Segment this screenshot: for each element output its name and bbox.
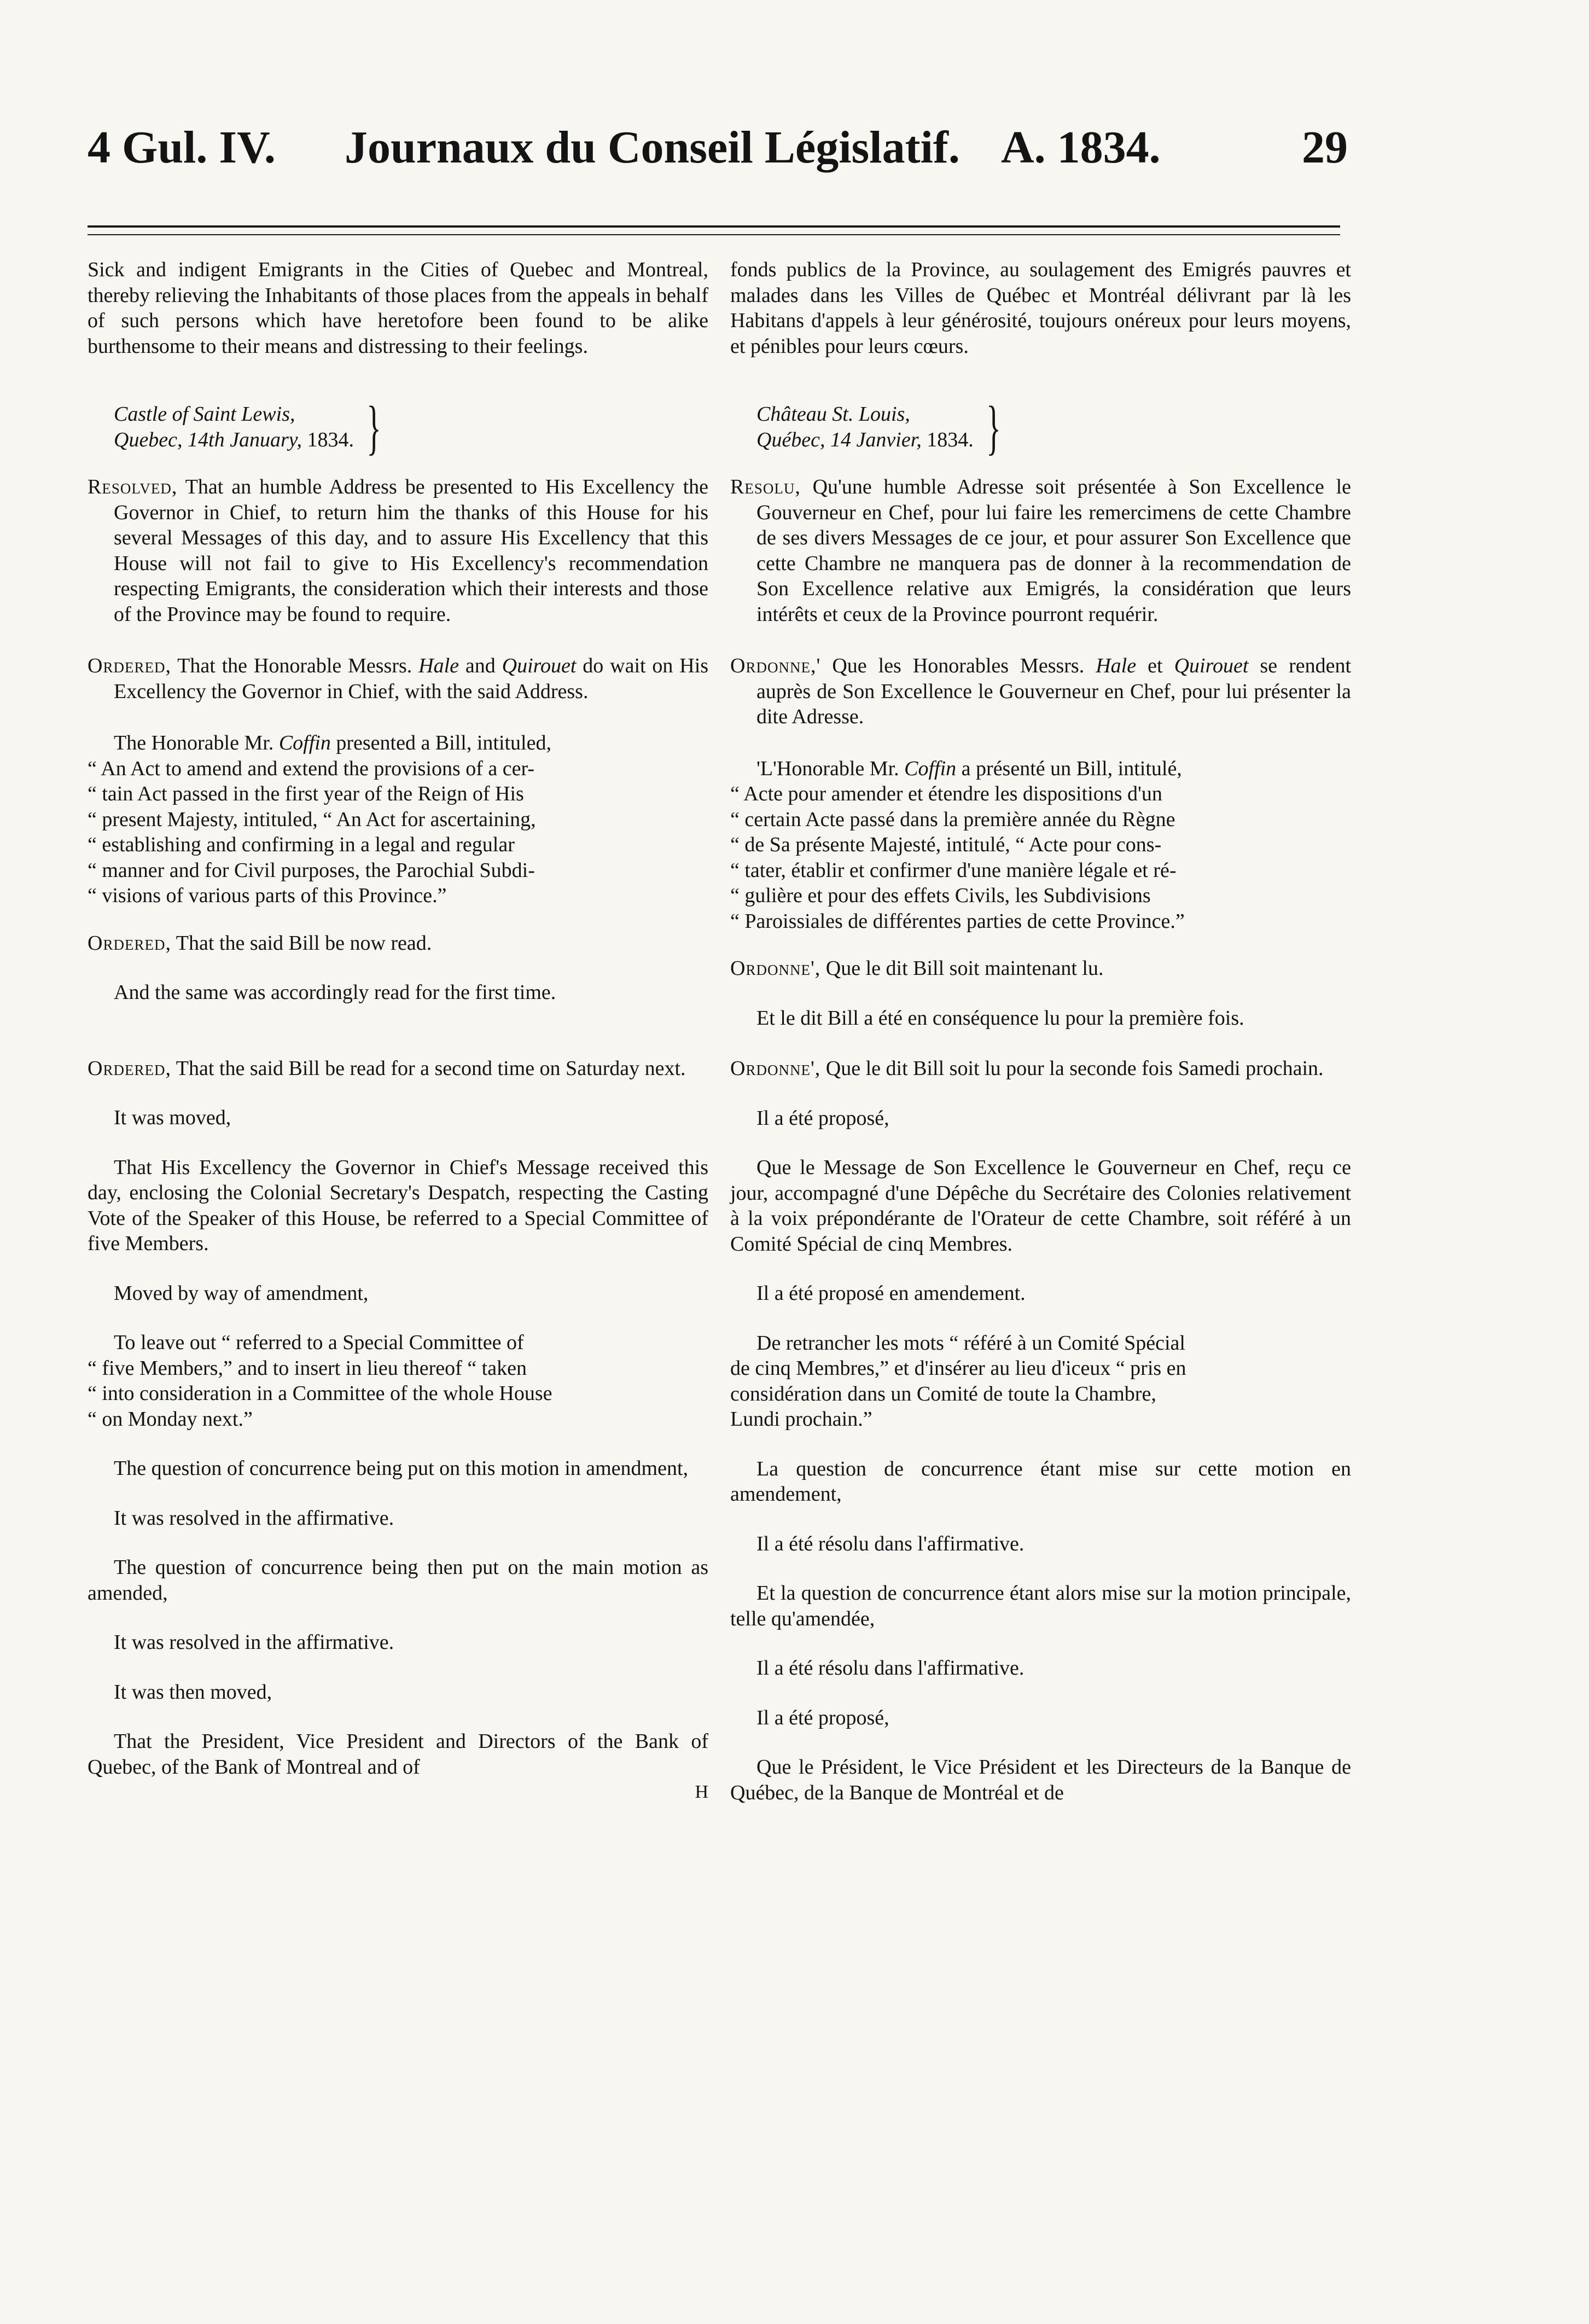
amendment-line: “ on Monday next.” — [88, 1407, 253, 1431]
lead-word: Resolu, — [730, 475, 801, 498]
lead-word: Ordonne', — [730, 1057, 821, 1080]
brace-icon: } — [986, 393, 1001, 461]
order-text: Que le dit Bill soit maintenant lu. — [825, 957, 1104, 980]
lead-word: Ordered, — [88, 1056, 171, 1080]
order-text: Que les Honorables Messrs. — [832, 654, 1085, 677]
motion-heading: Il a été proposé, — [756, 1106, 889, 1130]
bill-paragraph — [88, 730, 708, 756]
bill-text: The Honorable Mr. — [114, 731, 274, 754]
bill-line: “ gulière et pour des effets Civils, les Subdivisions — [730, 884, 1151, 907]
order-text: That the Honorable Messrs. — [177, 654, 412, 677]
member-name: Coffin — [278, 731, 331, 754]
motion-paragraph: That the President, Vice President and Directors of the Bank of Quebec, of the Bank of Montreal and of — [88, 1730, 708, 1779]
dateline-place: Castle of Saint Lewis, — [114, 403, 295, 426]
resolution-paragraph — [88, 474, 708, 627]
member-name: Quirouet — [502, 654, 577, 677]
amendment-line: de cinq Membres,” et d'insérer au lieu d'iceux “ pris en — [730, 1357, 1186, 1380]
bill-line: “ de Sa présente Majesté, intitulé, “ Acte pour cons- — [730, 833, 1162, 856]
dateline-year: 1834. — [927, 428, 974, 451]
amendment-heading: Il a été proposé en amendement. — [756, 1282, 1026, 1305]
french-column — [730, 257, 1351, 1805]
order-text: Que le dit Bill soit lu pour la seconde fois Samedi prochain. — [825, 1057, 1324, 1080]
member-name: Hale — [1096, 654, 1137, 677]
amendment-heading: Moved by way of amendment, — [114, 1281, 369, 1305]
lead-word: Ordered, — [88, 654, 171, 677]
order-text: do wait on His Excellency the Governor in Chief, with the said Address. — [114, 654, 709, 703]
reading-paragraph: Et le dit Bill a été en conséquence lu pour la première fois. — [756, 1006, 1244, 1030]
lead-word: Resolved, — [88, 475, 178, 498]
order-text: That the said Bill be read for a second time on Saturday next. — [176, 1056, 686, 1080]
bill-line: “ present Majesty, intituled, “ An Act for ascertaining, — [88, 807, 536, 831]
header-title: Journaux du Conseil Législatif. — [345, 122, 960, 173]
amendment-line: considération dans un Comité de toute la Chambre, — [730, 1382, 1156, 1405]
dateline-date: Quebec, 14th January, — [114, 428, 302, 451]
resolution-paragraph — [730, 474, 1351, 627]
motion-heading: Il a été proposé, — [756, 1706, 889, 1729]
dateline — [114, 393, 708, 461]
header-rule — [88, 225, 1340, 228]
motion-paragraph: That His Excellency the Governor in Chief's Message received this day, enclosing the Colonial Secretary's Despatch, respecting the Casting Vote of the Speaker of this House, be referred to a Special Committee of five Members. — [88, 1155, 708, 1255]
dateline-year: 1834. — [307, 428, 354, 451]
bill-line: “ tain Act passed in the first year of the Reign of His — [88, 782, 524, 805]
amendment-line: To leave out “ referred to a Special Committee of — [114, 1331, 524, 1354]
result-paragraph: Il a été résolu dans l'affirmative. — [756, 1532, 1025, 1555]
bill-text: a présenté un Bill, intitulé, — [961, 757, 1182, 780]
result-paragraph: It was resolved in the affirmative. — [114, 1631, 394, 1654]
lead-word: Ordonne,' — [730, 654, 821, 677]
bill-paragraph — [730, 756, 1351, 782]
bill-line: “ visions of various parts of this Province.” — [88, 884, 447, 907]
resolution-text: Qu'une humble Adresse soit présentée à Son Excellence le Gouverneur en Chef, pour lui faire les remercimens de cette Chambre de ses divers Messages de ce jour, et pour assurer Son Excellence que cette Chambre ne manquera pas de donner à la recommendation de Son Excellence relative aux Emigrés, la considération que leurs intérêts et ceux de la Province pourront requérir. — [756, 475, 1351, 626]
header-year: A. 1834. — [1001, 122, 1161, 173]
signature-mark: H — [695, 1782, 708, 1802]
motion-paragraph: Que le Message de Son Excellence le Gouverneur en Chef, reçu ce jour, accompagné d'une Dépêche du Secrétaire des Colonies relativement à la voix prépondérante de l'Orateur de cette Chambre, soit référé à un Comité Spécial de cinq Membres. — [730, 1156, 1351, 1256]
order-paragraph — [88, 931, 708, 956]
resolution-text: That an humble Address be presented to His Excellency the Governor in Chief, to return him the thanks of this House for his several Messages of this day, and to assure His Excellency that this House will not fail to give to His Excellency's recommendation respecting Emigrants, the consideration which their interests and those of the Province may be found to require. — [114, 475, 708, 626]
order-text: se rendent auprès de Son Excellence le Gouverneur en Chef, pour lui présenter la dite Adresse. — [756, 654, 1352, 728]
question-paragraph: The question of concurrence being put on this motion in amendment, — [114, 1457, 689, 1480]
intro-paragraph: fonds publics de la Province, au soulagement des Emigrés pauvres et malades dans les Villes de Québec et Montréal délivrant par là les Habitans d'appels à leur générosité, toujours onéreux pour leurs moyens, et pénibles pour leurs cœurs. — [730, 258, 1351, 358]
bill-line: “ certain Acte passé dans la première année du Règne — [730, 807, 1175, 831]
bill-text: 'L'Honorable Mr. — [756, 757, 899, 780]
amendment-line: “ into consideration in a Committee of the whole House — [88, 1382, 552, 1405]
amendment-line: Lundi prochain.” — [730, 1408, 872, 1431]
brace-icon: } — [366, 393, 381, 461]
bill-line: “ An Act to amend and extend the provisions of a cer- — [88, 757, 535, 780]
order-paragraph — [730, 1056, 1351, 1082]
lead-word: Ordonne', — [730, 957, 821, 980]
question-paragraph: La question de concurrence étant mise sur cette motion en amendement, — [730, 1457, 1351, 1506]
dateline-date: Québec, 14 Janvier, — [756, 428, 922, 451]
member-name: Hale — [418, 654, 459, 677]
order-paragraph — [88, 1056, 708, 1082]
intro-paragraph: Sick and indigent Emigrants in the Cities of Quebec and Montreal, thereby relieving the Inhabitants of those places from the appeals in behalf of such persons which have heretofore been found to be alike burthensome to their means and distressing to their feelings. — [88, 258, 708, 358]
amendment-line: “ five Members,” and to insert in lieu thereof “ taken — [88, 1356, 527, 1380]
motion-paragraph: Que le Président, le Vice Président et les Directeurs de la Banque de Québec, de la Banque de Montréal et de — [730, 1756, 1351, 1804]
member-name: Quirouet — [1174, 654, 1249, 677]
result-paragraph: Il a été résolu dans l'affirmative. — [756, 1657, 1025, 1680]
header-rule-thin — [88, 234, 1340, 235]
bill-line: “ Paroissiales de différentes parties de cette Province.” — [730, 909, 1185, 933]
amendment-line: De retrancher les mots “ référé à un Comité Spécial — [756, 1331, 1185, 1355]
lead-word: Ordered, — [88, 931, 171, 955]
bill-line: “ establishing and confirming in a legal and regular — [88, 833, 515, 856]
bill-line: “ manner and for Civil purposes, the Parochial Subdi- — [88, 858, 535, 882]
motion-heading: It was then moved, — [114, 1680, 272, 1704]
motion-heading: It was moved, — [114, 1106, 231, 1129]
reading-paragraph: And the same was accordingly read for the first time. — [114, 981, 556, 1004]
page-number: 29 — [1302, 122, 1348, 173]
order-paragraph — [88, 653, 708, 704]
english-column — [88, 257, 708, 1805]
bill-line: “ tater, établir et confirmer d'une manière légale et ré- — [730, 858, 1177, 882]
member-name: Coffin — [904, 757, 957, 780]
order-text: That the said Bill be now read. — [176, 931, 432, 955]
question-paragraph: The question of concurrence being then put on the main motion as amended, — [88, 1556, 708, 1605]
page-header — [88, 118, 1370, 178]
bill-line: “ Acte pour amender et étendre les dispositions d'un — [730, 782, 1162, 805]
header-reign: 4 Gul. IV. — [88, 122, 276, 173]
dateline — [756, 393, 1351, 461]
order-paragraph — [730, 956, 1351, 981]
bill-text: presented a Bill, intituled, — [336, 731, 551, 754]
order-paragraph — [730, 653, 1351, 730]
conjunction: and — [465, 654, 496, 677]
conjunction: et — [1148, 654, 1163, 677]
question-paragraph: Et la question de concurrence étant alors mise sur la motion principale, telle qu'amendée, — [730, 1582, 1351, 1630]
result-paragraph: It was resolved in the affirmative. — [114, 1506, 394, 1530]
dateline-place: Château St. Louis, — [756, 403, 910, 426]
